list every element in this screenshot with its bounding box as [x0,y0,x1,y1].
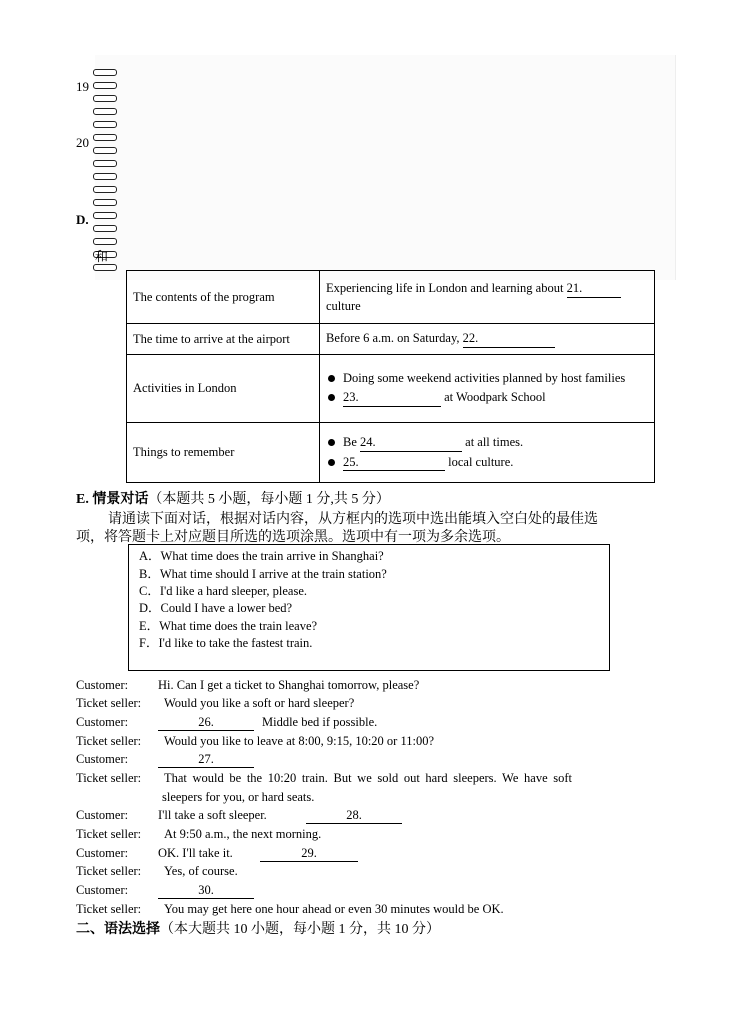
option-b: B．What time should I arrive at the train station? [139,567,387,581]
spiral-ring [93,225,117,232]
spiral-ring [93,134,117,141]
question-number-19: 19 [76,79,89,94]
bullet-text: at all times. [462,434,524,449]
speaker: Ticket seller: [76,734,142,748]
speaker: Customer: [76,715,129,729]
row-label: The time to arrive at the airport [127,324,320,355]
dialogue-text: OK. I'll take it. [158,846,233,860]
spiral-ring [93,147,117,154]
bullet-item [326,370,648,387]
speaker: Ticket seller: [76,827,142,841]
blank-30[interactable]: 30. [158,883,254,899]
option-f: F．I'd like to take the fastest train. [139,636,313,650]
speaker: Customer: [76,883,129,897]
spiral-ring [93,69,117,76]
instruction-line-1: 请通读下面对话，根据对话内容，从方框内的选项中选出能填入空白处的最佳选 [108,512,598,527]
table-row [127,324,655,355]
spiral-ring [93,173,117,180]
instruction-line-2: 项，将答题卡上对应题目所选的选项涂黑。选项中有一项为多余选项。 [76,530,510,545]
speaker: Ticket seller: [76,902,142,916]
bullet-icon [328,375,335,382]
option-c: C．I'd like a hard sleeper, please. [139,584,308,598]
section-2-title: 二、语法选择 [76,922,160,937]
spiral-ring [93,82,117,89]
cell-text: Before 6 a.m. on Saturday, [326,331,463,346]
spiral-ring [93,95,117,102]
blank-23[interactable]: 23. [343,389,441,407]
dialogue-text: At 9:50 a.m., the next morning. [164,827,322,841]
blank-21[interactable]: 21. [567,280,621,298]
cell-text: culture [326,298,361,313]
section-2-heading [76,918,440,938]
bullet-item [326,454,648,472]
blank-25[interactable]: 25. [343,454,445,472]
speaker: Customer: [76,808,129,822]
row-content [320,271,655,324]
spiral-ring [93,186,117,193]
bullet-text: local culture. [445,454,514,469]
bullet-text: Be [343,434,361,449]
speaker: Customer: [76,678,129,692]
stray-char: 和 [95,250,109,265]
option-e: E．What time does the train leave? [139,619,318,633]
spiral-ring [93,160,117,167]
bullet-item [326,434,648,452]
option-a: A．What time does the train arrive in Shanghai? [139,549,384,563]
blank-29[interactable]: 29. [260,846,358,862]
speaker: Ticket seller: [76,771,142,785]
bullet-icon [328,439,335,446]
section-2-note: （本大题共 10 小题，每小题 1 分，共 10 分） [160,922,440,937]
spiral-ring [93,199,117,206]
dialogue-text: Would you like a soft or hard sleeper? [164,696,355,710]
bullet-item [326,389,648,407]
bullet-icon [328,459,335,466]
section-d-label: D. [76,212,89,227]
spiral-ring [93,121,117,128]
section-e-note: （本题共 5 小题，每小题 1 分,共 5 分） [148,492,390,507]
dialogue-text: Hi. Can I get a ticket to Shanghai tomorrow, please? [158,678,420,692]
blank-24[interactable]: 24. [360,434,462,452]
notebook-image [95,55,676,280]
cell-text: Experiencing life in London and learning about [326,280,567,295]
spiral-ring [93,264,117,271]
blank-22[interactable]: 22. [463,330,555,348]
row-content [320,423,655,483]
spiral-ring [93,212,117,219]
question-number-20: 20 [76,135,89,150]
table-row [127,271,655,324]
section-e-title: E. 情景对话 [76,492,149,507]
speaker: Ticket seller: [76,696,142,710]
dialogue-text: I'll take a soft sleeper. [158,808,267,822]
speaker: Customer: [76,752,129,766]
speaker: Customer: [76,846,129,860]
dialogue-text: Middle bed if possible. [262,715,378,729]
speaker: Ticket seller: [76,864,142,878]
bullet-text: Doing some weekend activities planned by host families [343,371,626,386]
spiral-ring [93,238,117,245]
dialogue-text: sleepers for you, or hard seats. [162,790,315,804]
spiral-ring [93,108,117,115]
blank-28[interactable]: 28. [306,808,402,824]
dialogue-text: Yes, of course. [164,864,238,878]
table-row [127,423,655,483]
options-box [128,544,610,671]
row-content [320,355,655,423]
row-content [320,324,655,355]
blank-27[interactable]: 27. [158,752,254,768]
table-row [127,355,655,423]
option-d: D．Could I have a lower bed? [139,601,293,615]
section-e-heading [76,488,390,508]
program-info-table [126,270,655,483]
bullet-icon [328,394,335,401]
blank-26[interactable]: 26. [158,715,254,731]
dialogue-text: That would be the 10:20 train. But we sold out hard sleepers. We have soft [164,771,572,785]
bullet-text: at Woodpark School [441,390,546,404]
row-label: Things to remember [127,423,320,483]
row-label: Activities in London [127,355,320,423]
dialogue-text: You may get here one hour ahead or even 30 minutes would be OK. [164,902,504,916]
row-label: The contents of the program [127,271,320,324]
dialogue-text: Would you like to leave at 8:00, 9:15, 10:20 or 11:00? [164,734,435,748]
